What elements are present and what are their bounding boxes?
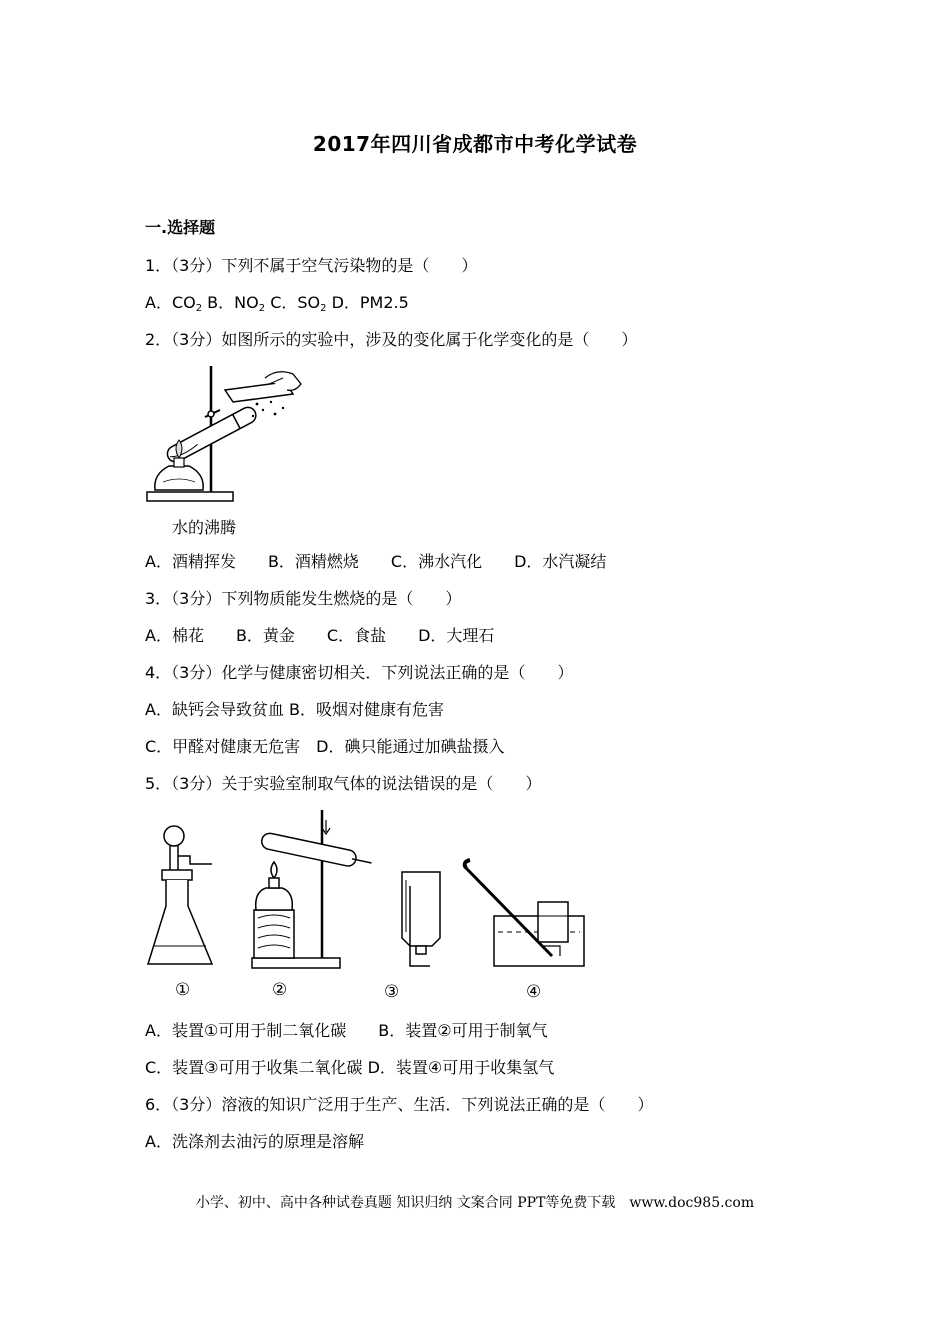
question-5-options-ab: A．装置①可用于制二氧化碳 B．装置②可用于制氧气 xyxy=(145,1021,548,1040)
question-3-options: A．棉花 B．黄金 C．食盐 D．大理石 xyxy=(145,626,495,645)
figure-caption: 水的沸腾 xyxy=(172,518,237,537)
label-2: ② xyxy=(272,980,288,1000)
boiling-water-apparatus-figure xyxy=(145,362,305,510)
apparatus-1 xyxy=(148,826,212,964)
question-3-stem: 3．（3分）下列物质能发生燃烧的是（ ） xyxy=(145,589,462,608)
apparatus-3 xyxy=(402,872,440,966)
question-1-options: A．$CO_2$ B．$NO_2$ C．$SO_2$ D．PM2.5 xyxy=(145,293,409,314)
question-2-stem: 2．（3分）如图所示的实验中，涉及的变化属于化学变化的是（ ） xyxy=(145,330,638,349)
question-2-options: A．酒精挥发 B．酒精燃烧 C．沸水汽化 D．水汽凝结 xyxy=(145,552,607,571)
page-title: 2017年四川省成都市中考化学试卷 xyxy=(312,132,638,156)
question-4-options-cd: C．甲醛对健康无危害 D．碘只能通过加碘盐摄入 xyxy=(145,737,505,756)
label-1: ① xyxy=(175,980,191,1000)
label-4: ④ xyxy=(526,982,542,1002)
label-3: ③ xyxy=(384,982,400,1002)
question-5-stem: 5．（3分）关于实验室制取气体的说法错误的是（ ） xyxy=(145,774,542,793)
section-heading: 一.选择题 xyxy=(145,218,216,237)
question-6-option-a: A．洗涤剂去油污的原理是溶解 xyxy=(145,1132,364,1151)
question-4-options-ab: A．缺钙会导致贫血 B．吸烟对健康有危害 xyxy=(145,700,445,719)
gas-apparatus-figure xyxy=(140,806,610,978)
question-5-options-cd: C．装置③可用于收集二氧化碳 D．装置④可用于收集氢气 xyxy=(145,1058,555,1077)
question-1-stem: 1．（3分）下列不属于空气污染物的是（ ） xyxy=(145,256,478,275)
question-6-stem: 6．（3分）溶液的知识广泛用于生产、生活．下列说法正确的是（ ） xyxy=(145,1095,654,1114)
question-4-stem: 4．（3分）化学与健康密切相关．下列说法正确的是（ ） xyxy=(145,663,574,682)
apparatus-4 xyxy=(465,860,584,966)
apparatus-2 xyxy=(252,810,373,968)
page-footer: 小学、初中、高中各种试卷真题 知识归纳 文案合同 PPT等免费下载 www.doc985.com xyxy=(195,1195,755,1211)
